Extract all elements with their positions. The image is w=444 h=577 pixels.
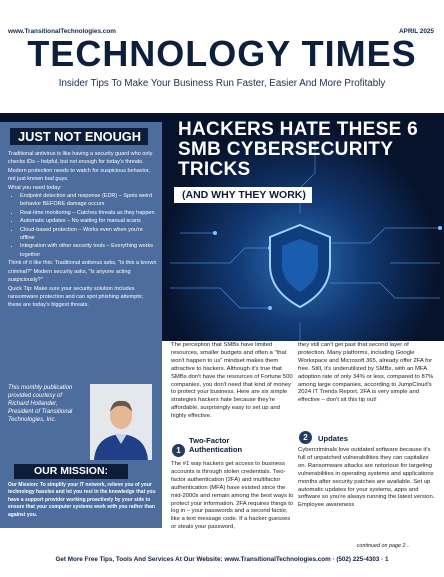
sidebar-bullet-list — [8, 192, 158, 259]
section-number-badge: 2 — [299, 431, 312, 444]
footer-text: Get More Free Tips, Tools And Services At Our Website: www.TransitionalTechnologies.com · (502) 225-4303 · 1 — [55, 556, 389, 563]
mission-text: Our Mission: To simplify your IT network, relieve you of your technology hassles and let you rest in the knowledge that you have a support provider working proactively by your side to ensure that your computer systems work with you rather than against you. — [8, 482, 156, 518]
section-text-updates: Cybercriminals love outdated software because it's full of unpatched vulnerabilities they can capitalize on. Ransomware attacks are notorious for targeting vulnerabilities in operating systems and applications months after security patches are available. Set up automatic updates for your systems, apps and software so you're always running the latest version. Employee awareness — [298, 447, 435, 509]
article-subhead: (AND WHY THEY WORK) — [174, 187, 312, 203]
article-col2-text: they still can't get past that second layer of protection. Many platforms, including Google Workspace and Microsoft 365, already offer 2FA for free. Still, it's underutilized by SMBs, with an MFA adoption rate of only 34% or less, compared to 87% among large companies, according to JumpCloud's 2024 IT Trends Report. 2FA is very simple and effective – don't sit this tip out! — [298, 342, 434, 404]
publisher-bio: This monthly publication provided courtesy of Richard Hollander, President of Transitional Technologies, Inc. — [8, 385, 73, 423]
website-url: www.TransitionalTechnologies.com — [8, 28, 116, 35]
person-portrait-icon — [90, 384, 152, 460]
list-item: • Integration with other security tools – Everything works together — [20, 242, 158, 259]
list-item: • Endpoint detection and response (EDR) – Spots weird behavior BEFORE damage occurs — [20, 192, 158, 209]
section-text-2fa: The #1 way hackers get access to business accounts is through stolen credentials. Two-factor authentication (2FA) and multifactor authentication (MFA) have existed since the mid-2000s and remain among the best ways to protect your information. 2FA requires things to log in – your passwords and a second factor, like a text message code. If a hacker guesses or steals your password, — [171, 461, 294, 531]
sidebar-intro: Traditional antivirus is like having a security guard who only checks IDs – helpful, but not enough for today's threats. Modern protection needs to watch for suspicious behavior, not just known bad guys. — [8, 151, 153, 183]
list-item: • Real-time monitoring – Catches threats as they happen — [20, 209, 158, 217]
mission-title: OUR MISSION: — [14, 464, 128, 479]
sidebar-think: Think of it like this: Traditional antivirus asks, "Is this a known criminal?" Modern security asks, "Is anyone acting suspiciously?" — [8, 260, 157, 284]
section-title-updates: Updates — [318, 434, 348, 443]
sidebar-quick-tip: Quick Tip: Make sure your security solution includes ransomware protection and can spot phishing attempts; these are today's biggest threats. — [8, 285, 144, 309]
article-intro: The perception that SMBs have limited resources, smaller budgets and often a "that won't happen to us" mindset makes them attractive to hackers. Although it's true that SMBs don't have the resources of Fortune 500 companies, you don't need that kind of money to protect your business. Here are six simple strategies hackers hate because they're affordable, surprisingly easy to set up and highly effective. — [171, 342, 293, 420]
sidebar-title: JUST NOT ENOUGH — [10, 128, 148, 145]
list-item: • Automatic updates – No waiting for manual scans — [20, 217, 158, 225]
masthead-title: TECHNOLOGY TIMES — [27, 33, 417, 74]
section-number-badge: 1 — [172, 444, 185, 457]
sidebar-body — [8, 150, 158, 310]
author-photo — [90, 384, 152, 460]
article-headline: HACKERS HATE THESE 6 SMB CYBERSECURITY TRICKS — [178, 119, 419, 180]
sidebar-needs-label: What you need today: — [8, 184, 62, 191]
section-title-2fa: Two-Factor Authentication — [189, 436, 243, 454]
issue-date: APRIL 2025 — [398, 28, 434, 35]
tagline: Insider Tips To Make Your Business Run Faster, Easier And More Profitably — [58, 78, 386, 89]
list-item: • Cloud-based protection – Works even when you're offline — [20, 226, 158, 243]
continued-note: continued on page 2... — [356, 543, 410, 549]
